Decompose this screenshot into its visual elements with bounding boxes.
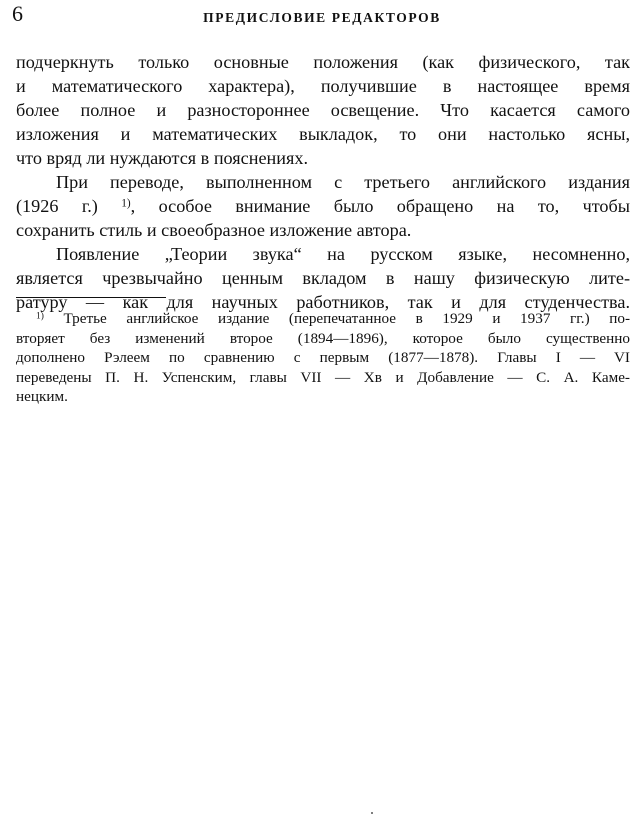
footnote-line: нецким.: [16, 388, 68, 405]
print-speck: [371, 812, 373, 814]
text-span: (1926 г.): [16, 196, 122, 216]
footnote-separator: [16, 297, 166, 298]
running-head: ПРЕДИСЛОВИЕ РЕДАКТОРОВ: [203, 10, 441, 25]
footnote-line: [16, 309, 630, 329]
text-line: подчеркнуть только основные положения (как физического, так: [16, 52, 630, 72]
text-line: изложения и математических выкладок, то они настолько ясны,: [16, 124, 630, 144]
text-line: Появление „Теории звука“ на русском языке, несомненно,: [56, 244, 630, 264]
text-line: более полное и разностороннее освещение. Что касается самого: [16, 100, 630, 120]
text-line: что вряд ли нуждаются в пояснениях.: [16, 148, 309, 168]
text-span: Третье английское издание (перепечатанное в 1929 и 1937 гг.) по-: [43, 310, 630, 327]
footnote-reference[interactable]: 1): [121, 197, 131, 210]
page-number: 6: [12, 1, 23, 26]
paragraph-1: [16, 50, 630, 170]
text-line: ратуру — как для научных работников, так и для студенчества.: [16, 292, 630, 312]
text-line: сохранить стиль и своеобразное изложение автора.: [16, 220, 412, 240]
text-line: является чрезвычайно ценным вкладом в нашу физическую лите-: [16, 268, 630, 288]
text-line-with-footnote-ref: [16, 194, 630, 218]
text-span: , особое внимание было обращено на то, чтобы: [130, 196, 630, 216]
paragraph-3: [16, 242, 630, 314]
text-line: и математического характера), получившие в настоящее время: [16, 76, 630, 96]
text-line: При переводе, выполненном с третьего английского издания: [56, 172, 630, 192]
footnote-line: вторяет без изменений второе (1894—1896), которое было существенно: [16, 329, 630, 347]
paragraph-2: [16, 170, 630, 242]
footnote-line: переведены П. Н. Успенским, главы VII — Xв и Добавление — С. А. Каме-: [16, 368, 630, 386]
footnote-marker: 1): [36, 311, 44, 322]
footnote-line: дополнено Рэлеем по сравнению с первым (1877—1878). Главы I — VI: [16, 349, 630, 366]
footnote: [16, 309, 630, 407]
body-text: [16, 50, 630, 314]
